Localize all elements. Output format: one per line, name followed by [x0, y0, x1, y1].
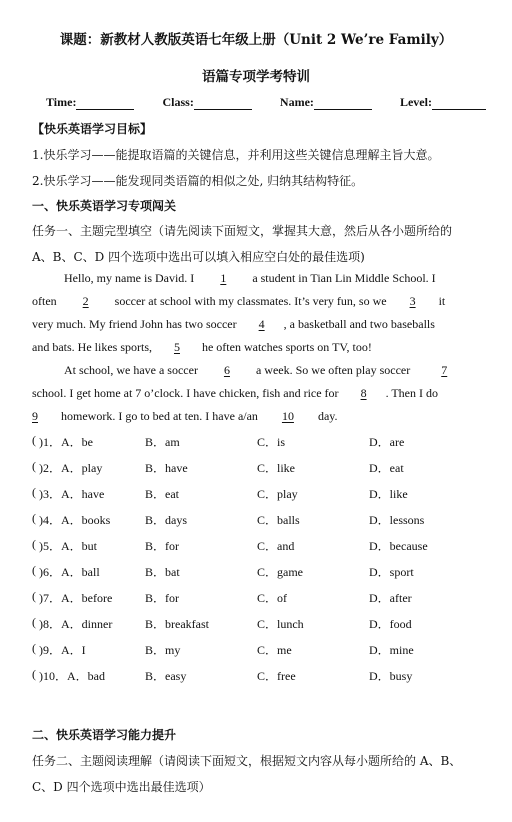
option-d[interactable]: D．eat — [369, 461, 404, 475]
blank-5[interactable]: 5 — [173, 340, 180, 354]
option-c[interactable]: C．game — [257, 565, 303, 579]
answer-paren[interactable]: ( — [32, 563, 36, 577]
time-blank[interactable] — [76, 97, 134, 110]
passage-text: very much. My friend John has two soccer — [32, 317, 240, 331]
time-field — [46, 95, 134, 110]
question-row — [32, 537, 472, 555]
passage-line — [32, 409, 337, 424]
passage-text: often — [32, 294, 60, 308]
option-b[interactable]: B．have — [145, 461, 188, 475]
passage-line — [32, 317, 435, 332]
class-label: Class: — [162, 95, 194, 109]
answer-paren[interactable]: ( — [32, 589, 36, 603]
passage-text: a student in Tian Lin Middle School. I — [249, 271, 436, 285]
option-b[interactable]: B．eat — [145, 487, 179, 501]
task1-instruction: 任务一、主题完型填空（请先阅读下面短文，掌握其大意，然后从各小题所给的 — [32, 224, 453, 238]
passage-text: and bats. He likes sports, — [32, 340, 155, 354]
answer-paren[interactable]: ( — [32, 615, 36, 629]
answer-paren[interactable]: ( — [32, 511, 36, 525]
passage-line — [64, 271, 436, 286]
name-label: Name: — [279, 95, 314, 109]
blank-2[interactable]: 2 — [82, 294, 89, 308]
option-b[interactable]: B．days — [145, 513, 188, 527]
passage-text: he often watches sports on TV, too! — [198, 340, 372, 354]
passage-line — [64, 363, 447, 378]
option-c[interactable]: C．free — [257, 669, 296, 683]
option-a[interactable]: )4．A．books — [39, 513, 111, 527]
task1-instruction-cont: A、B、C、D 四个选项中选出可以填入相应空白处的最佳选项) — [32, 250, 365, 264]
passage-line — [32, 294, 445, 309]
option-a[interactable]: )1．A．be — [39, 435, 93, 449]
page-subtitle: 语篇专项学考特训 — [202, 69, 310, 85]
option-b[interactable]: B．my — [145, 643, 181, 657]
option-d[interactable]: D．sport — [369, 565, 414, 579]
option-d[interactable]: D．lessons — [369, 513, 425, 527]
option-d[interactable]: D．busy — [369, 669, 413, 683]
passage-text: soccer at school with my classmates. It’s very fun, so we — [111, 294, 390, 308]
blank-8[interactable]: 8 — [360, 386, 367, 400]
task2-instruction: 任务二、主题阅读理解（请阅读下面短文，根据短文内容从每小题所给的 A、B、 — [32, 754, 462, 768]
passage-text: a week. So we often play soccer — [252, 363, 414, 377]
passage-text: school. I get home at 7 o’clock. I have chicken, fish and rice for — [32, 386, 342, 400]
option-a[interactable]: )10．A．bad — [39, 669, 105, 683]
passage-text: . Then I do — [385, 386, 438, 400]
passage-text: At school, we have a soccer — [64, 363, 201, 377]
time-label: Time: — [46, 95, 77, 109]
question-row — [32, 563, 472, 581]
option-b[interactable]: B．for — [145, 591, 179, 605]
question-row — [32, 511, 472, 529]
name-blank[interactable] — [314, 97, 372, 110]
section2-heading: 二、快乐英语学习能力提升 — [32, 728, 177, 742]
name-field — [280, 95, 372, 110]
blank-1[interactable]: 1 — [220, 271, 227, 285]
class-field — [163, 95, 252, 110]
option-b[interactable]: B．breakfast — [145, 617, 209, 631]
option-a[interactable]: )3．A．have — [39, 487, 105, 501]
question-row — [32, 433, 472, 451]
passage-text: , a basketball and two baseballs — [283, 317, 435, 331]
question-row — [32, 641, 472, 659]
blank-6[interactable]: 6 — [223, 363, 230, 377]
student-info-row — [46, 95, 486, 110]
option-c[interactable]: C．and — [257, 539, 295, 553]
task2-instruction-cont: C、D 四个选项中选出最佳选项） — [32, 780, 211, 794]
question-row — [32, 459, 472, 477]
passage-line — [32, 386, 438, 401]
option-d[interactable]: D．after — [369, 591, 412, 605]
option-c[interactable]: C．like — [257, 461, 295, 475]
goal-item: 1.快乐学习——能提取语篇的关键信息，并利用这些关键信息理解主旨大意。 — [32, 148, 440, 162]
option-a[interactable]: )6．A．ball — [39, 565, 100, 579]
page-title: 课题：新教材人教版英语七年级上册（Unit 2 We’re Family） — [59, 32, 453, 48]
answer-paren[interactable]: ( — [32, 433, 36, 447]
option-c[interactable]: C．is — [257, 435, 286, 449]
option-c[interactable]: C．play — [257, 487, 298, 501]
option-b[interactable]: B．am — [145, 435, 180, 449]
question-row — [32, 667, 472, 685]
option-d[interactable]: D．like — [369, 487, 408, 501]
answer-paren[interactable]: ( — [32, 459, 36, 473]
passage-text: it — [435, 294, 446, 308]
option-b[interactable]: B．for — [145, 539, 179, 553]
blank-9[interactable]: 9 — [32, 409, 38, 423]
passage-text: day. — [314, 409, 338, 423]
option-d[interactable]: D．because — [369, 539, 428, 553]
option-a[interactable]: )9．A．I — [39, 643, 86, 657]
option-c[interactable]: C．of — [257, 591, 288, 605]
level-field — [400, 95, 486, 110]
option-a[interactable]: )8．A．dinner — [39, 617, 113, 631]
blank-7[interactable]: 7 — [441, 363, 448, 377]
answer-paren[interactable]: ( — [32, 667, 36, 681]
option-b[interactable]: B．bat — [145, 565, 180, 579]
section1-heading: 一、快乐英语学习专项闯关 — [32, 199, 177, 213]
answer-paren[interactable]: ( — [32, 537, 36, 551]
blank-10[interactable]: 10 — [281, 409, 294, 423]
passage-text: homework. I go to bed at ten. I have a/an — [58, 409, 261, 423]
option-d[interactable]: D．mine — [369, 643, 414, 657]
blank-3[interactable]: 3 — [409, 294, 416, 308]
option-b[interactable]: B．easy — [145, 669, 187, 683]
goal-item: 2.快乐学习——能发现同类语篇的相似之处, 归纳其结构特征。 — [32, 174, 364, 188]
level-label: Level: — [399, 95, 432, 109]
goals-heading: 【快乐英语学习目标】 — [32, 122, 153, 136]
question-row — [32, 615, 472, 633]
option-d[interactable]: D．food — [369, 617, 412, 631]
option-c[interactable]: C．me — [257, 643, 292, 657]
passage-line — [32, 340, 372, 355]
option-a[interactable]: )2．A．play — [39, 461, 103, 475]
answer-paren[interactable]: ( — [32, 641, 36, 655]
option-a[interactable]: )5．A．but — [39, 539, 97, 553]
question-row — [32, 589, 472, 607]
answer-paren[interactable]: ( — [32, 485, 36, 499]
option-c[interactable]: C．lunch — [257, 617, 304, 631]
class-blank[interactable] — [194, 97, 252, 110]
level-blank[interactable] — [432, 97, 486, 110]
blank-4[interactable]: 4 — [258, 317, 265, 331]
question-row — [32, 485, 472, 503]
option-a[interactable]: )7．A．before — [39, 591, 113, 605]
option-c[interactable]: C．balls — [257, 513, 300, 527]
passage-text: Hello, my name is David. I — [64, 271, 198, 285]
option-d[interactable]: D．are — [369, 435, 405, 449]
